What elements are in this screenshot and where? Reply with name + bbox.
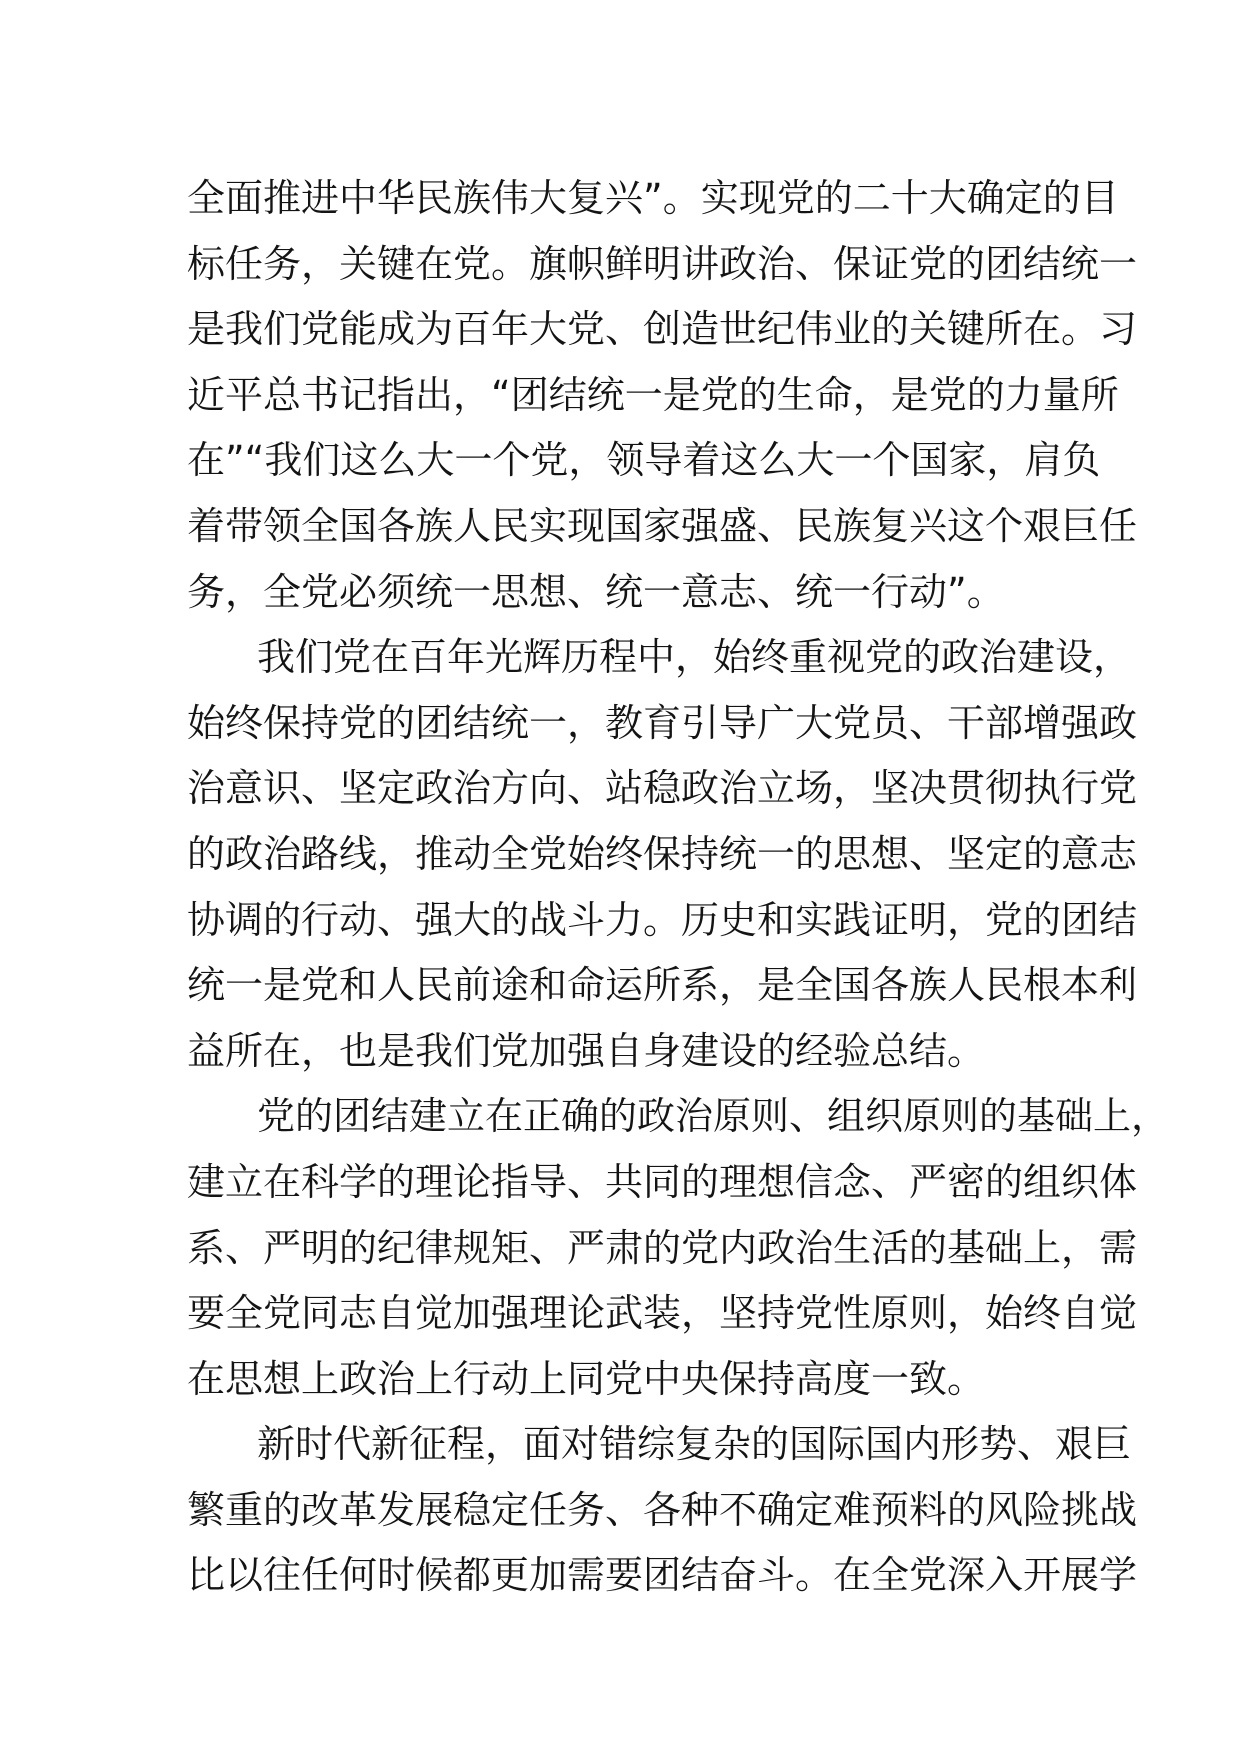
text-line: 要全党同志自觉加强理论武装，坚持党性原则，始终自觉 xyxy=(187,1291,1138,1336)
text-line: 在”“我们这么大一个党，领导着这么大一个国家，肩负 xyxy=(187,438,1101,483)
text-line: 近平总书记指出，“团结统一是党的生命，是党的力量所 xyxy=(187,372,1119,417)
text-line: 建立在科学的理论指导、共同的理想信念、严密的组织体 xyxy=(187,1159,1138,1204)
text-line: 始终保持党的团结统一，教育引导广大党员、干部增强政 xyxy=(187,700,1138,745)
text-line: 系、严明的纪律规矩、严肃的党内政治生活的基础上，需 xyxy=(187,1225,1138,1270)
text-line: 益所在，也是我们党加强自身建设的经验总结。 xyxy=(187,1028,986,1073)
text-line: 繁重的改革发展稳定任务、各种不确定难预料的风险挑战 xyxy=(187,1487,1138,1532)
body-text xyxy=(187,166,1170,1609)
text-line: 在思想上政治上行动上同党中央保持高度一致。 xyxy=(187,1356,986,1401)
text-line: 标任务，关键在党。旗帜鲜明讲政治、保证党的团结统一 xyxy=(187,241,1138,286)
text-line: 全面推进中华民族伟大复兴”。实现党的二十大确定的目 xyxy=(187,176,1119,220)
paragraph-first-line: 党的团结建立在正确的政治原则、组织原则的基础上， xyxy=(257,1094,1170,1139)
text-line: 治意识、坚定政治方向、站稳政治立场，坚决贯彻执行党 xyxy=(187,766,1138,811)
text-line: 务，全党必须统一思想、统一意志、统一行动”。 xyxy=(187,569,1005,614)
paragraph-first-line: 我们党在百年光辉历程中，始终重视党的政治建设， xyxy=(257,635,1132,680)
paragraph-first-line: 新时代新征程，面对错综复杂的国际国内形势、艰巨 xyxy=(257,1422,1132,1467)
text-line: 是我们党能成为百年大党、创造世纪伟业的关键所在。习 xyxy=(187,307,1138,352)
text-line: 协调的行动、强大的战斗力。历史和实践证明，党的团结 xyxy=(187,897,1138,942)
text-line: 着带领全国各族人民实现国家强盛、民族复兴这个艰巨任 xyxy=(187,503,1138,548)
text-line: 统一是党和人民前途和命运所系，是全国各族人民根本利 xyxy=(187,963,1138,1008)
text-line: 的政治路线，推动全党始终保持统一的思想、坚定的意志 xyxy=(187,831,1138,876)
text-line: 比以往任何时候都更加需要团结奋斗。在全党深入开展学 xyxy=(187,1553,1138,1598)
